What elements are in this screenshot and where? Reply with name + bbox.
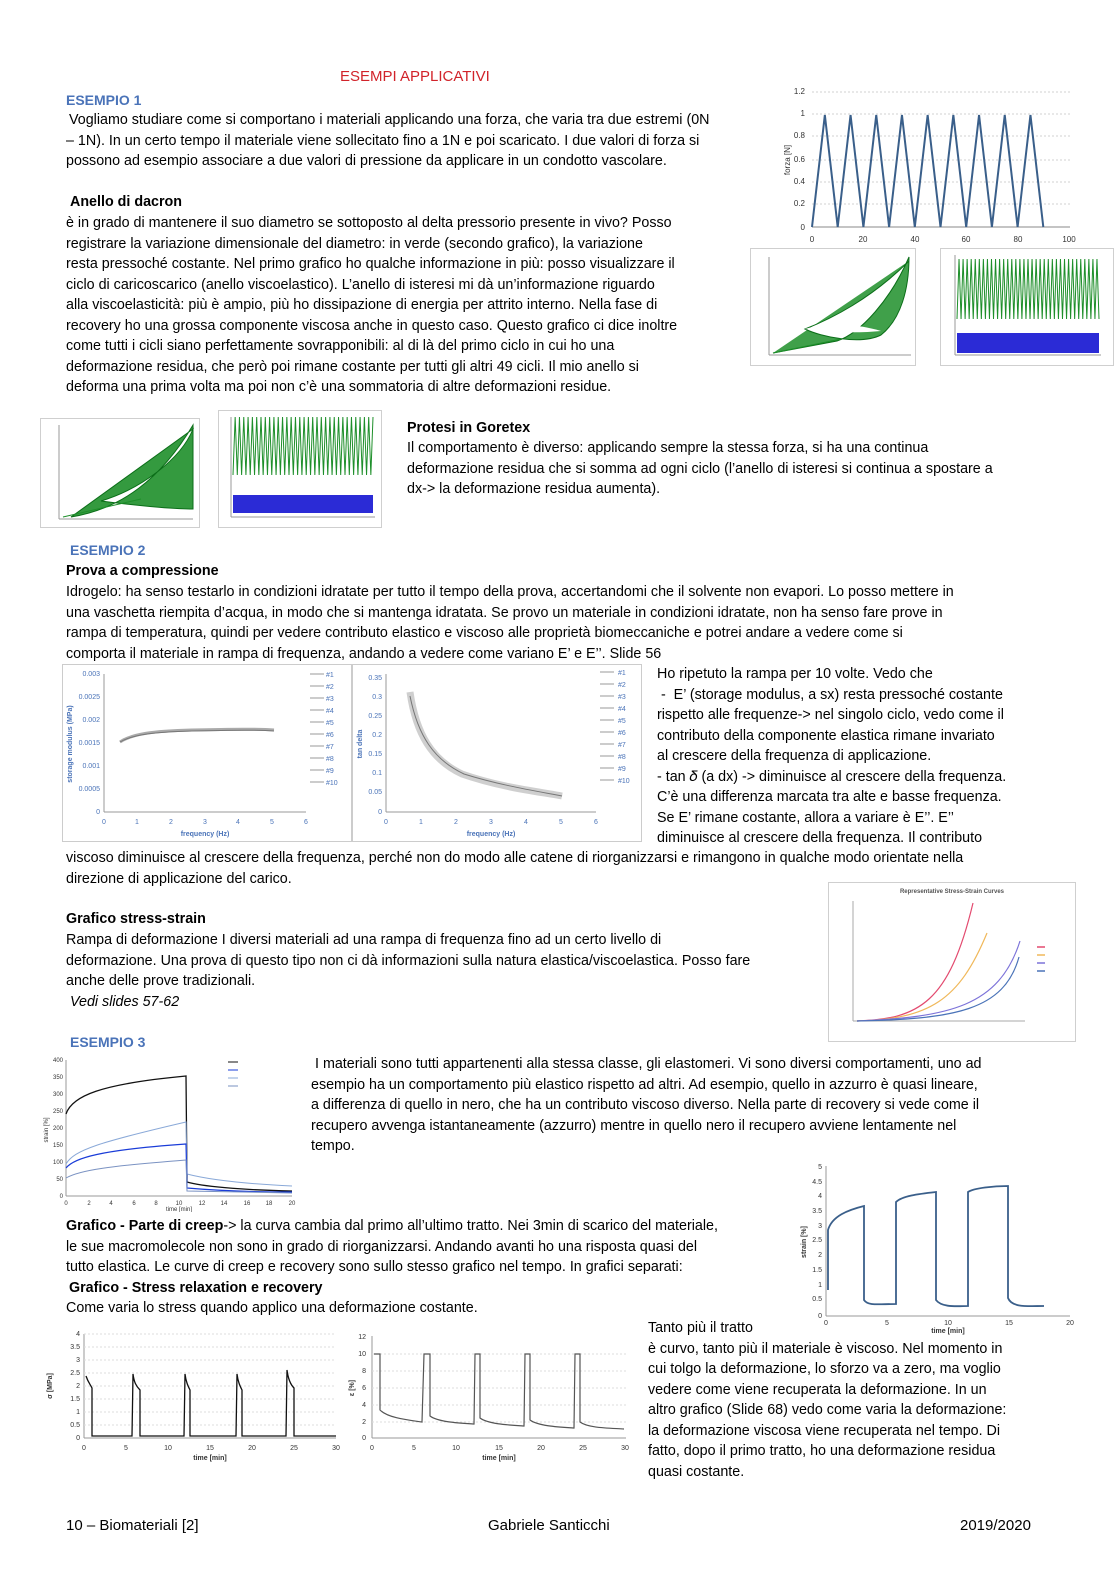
x-tick: 10 <box>452 1445 460 1452</box>
ex3-y-label: strain [%] <box>44 1117 50 1143</box>
stress-strain-curve <box>857 903 973 1021</box>
storage-y-label: storage modulus (MPa) <box>67 705 74 783</box>
x-tick: 1 <box>419 819 423 826</box>
y-tick: 300 <box>52 1092 63 1098</box>
relaxation-line: Come varia lo stress quando applico una deformazione costante. <box>66 1300 478 1316</box>
legend-item: #1 <box>618 670 626 677</box>
x-tick: 5 <box>885 1320 889 1327</box>
footer-year: 2019/2020 <box>960 1517 1031 1534</box>
blue-elastomer-curve <box>66 1144 292 1192</box>
relax1-y-ticks <box>70 1331 80 1442</box>
x-tick: 6 <box>594 819 598 826</box>
stress-strain-line: anche delle prove tradizionali. <box>66 973 256 989</box>
notes-line: rispetto alle frequenze-> nel singolo ciclo, vedo come il <box>657 707 1004 723</box>
tandelta-y-ticks <box>368 675 382 816</box>
goretex-hysteresis-loop <box>71 425 193 517</box>
legend-item: #5 <box>618 718 626 725</box>
y-tick: 0 <box>818 1313 822 1320</box>
y-tick: 0.0025 <box>78 694 100 701</box>
legend-item: #4 <box>618 706 626 713</box>
y-tick: 0.003 <box>82 671 100 678</box>
x-tick: 5 <box>270 819 274 826</box>
dacron-line: è in grado di mantenere il suo diametro se sottoposto al delta pressorio presente in vivo? Posso <box>66 215 672 231</box>
y-tick: 0 <box>76 1435 80 1442</box>
dacron-cyclic-chart <box>940 248 1114 366</box>
example-3-heading: ESEMPIO 3 <box>70 1034 146 1050</box>
y-tick: 0.25 <box>368 713 382 720</box>
y-tick: 0.0005 <box>78 786 100 793</box>
dacron-line: alla viscoelasticità: più è ampio, più ho dissipazione di energia per attrito interno. Nella fase di <box>66 297 658 313</box>
stress-relaxation-line <box>86 1370 336 1436</box>
y-tick: 200 <box>52 1126 63 1132</box>
continuation-line: direzione di applicazione del carico. <box>66 870 292 887</box>
creep-x-label: time [min] <box>931 1328 965 1335</box>
compression-paragraph <box>66 582 1056 664</box>
y-tick: 8 <box>362 1368 366 1375</box>
goretex-hysteresis-chart <box>40 418 200 528</box>
page-title: ESEMPI APPLICATIVI <box>340 68 490 85</box>
notes-line: - tan 𝛿 (a dx) -> diminuisce al crescere della frequenza. <box>657 768 1007 785</box>
example-1-heading: ESEMPIO 1 <box>66 92 142 108</box>
dacron-line: resta pressoché costante. Nel primo grafico ho qualche informazione in più: posso visualizzare il <box>66 256 675 272</box>
relax2-y-label: ε [%] <box>349 1379 356 1397</box>
storage-x-ticks <box>102 819 308 826</box>
tandelta-x-ticks <box>384 819 598 826</box>
x-tick: 15 <box>1005 1320 1013 1327</box>
x-tick: 80 <box>1013 235 1023 244</box>
dacron-line: recovery ho una grossa componente viscosa anche in questo caso. Questo grafico ci dice inoltre <box>66 317 678 334</box>
y-tick: 1 <box>800 109 805 118</box>
legend-item: #2 <box>618 682 626 689</box>
force-x-ticks <box>810 235 1076 244</box>
relax2-y-ticks <box>358 1334 366 1442</box>
legend-item: #2 <box>326 684 334 691</box>
creep-line-1 <box>66 1216 786 1237</box>
intro-line: Vogliamo studiare come si comportano i materiali applicando una forza, che varia tra due estremi (0N <box>69 112 710 128</box>
y-tick: 100 <box>52 1160 63 1166</box>
y-tick: 1 <box>76 1409 80 1416</box>
notes-line: Ho ripetuto la rampa per 10 volte. Vedo che <box>657 666 933 682</box>
creep-paragraph <box>66 1216 786 1319</box>
y-tick: 3 <box>818 1223 822 1230</box>
viscosity-line: altro grafico (Slide 68) vedo come varia la deformazione: <box>648 1402 1007 1418</box>
y-tick: 2 <box>76 1383 80 1390</box>
creep-recovery-chart <box>798 1160 1080 1336</box>
creep-bold: Grafico - Parte di creep <box>66 1218 224 1234</box>
elastomers-line: a differenza di quello in nero, che ha un contributo viscoso diverso. Nella parte di recovery si vede come il <box>311 1097 980 1113</box>
x-tick: 1 <box>135 819 139 826</box>
force-band-blue <box>957 333 1099 353</box>
notes-line: C’è una differenza marcata tra alte e basse frequenza. <box>657 789 1002 805</box>
storage-legend <box>310 672 338 787</box>
y-tick: 5 <box>818 1164 822 1171</box>
dacron-line: ciclo di caricoscarico (anello viscoelastico). L’anello di isteresi mi dà un’informazione riguardo <box>66 276 655 293</box>
legend-item: #3 <box>618 694 626 701</box>
elastomer-creep-chart <box>40 1054 298 1212</box>
notes-line: Se E’ rimane costante, allora a variare è E’’. E’’ <box>657 809 954 826</box>
storage-modulus-chart <box>62 664 352 842</box>
relax2-x-ticks <box>370 1445 629 1452</box>
goretex-paragraph <box>407 438 1047 500</box>
notes-line: diminuisce al crescere della frequenza. Il contributo <box>657 830 983 846</box>
x-tick: 10 <box>944 1320 952 1327</box>
legend-item: #4 <box>326 708 334 715</box>
x-tick: 4 <box>109 1201 113 1207</box>
goretex-heading: Protesi in Goretex <box>407 420 531 436</box>
viscosity-line: cui tolgo la deformazione, lo sforzo va a zero, ma voglio <box>648 1361 1001 1377</box>
y-tick: 0.2 <box>372 732 382 739</box>
stress-strain-curve <box>857 933 987 1021</box>
y-tick: 0.15 <box>368 751 382 758</box>
elastomers-line: I materiali sono tutti appartenenti alla stessa classe, gli elastomeri. Vi sono diversi comportamenti, uno ad <box>315 1056 982 1072</box>
intro-line: possono ad esempio associare a due valori di pressione da applicare in un condotto vascolare. <box>66 153 667 169</box>
y-tick: 2 <box>818 1252 822 1259</box>
tandelta-y-label: tan delta <box>357 729 364 759</box>
x-tick: 3 <box>489 819 493 826</box>
force-y-ticks <box>794 87 806 232</box>
goretex-cyclic-chart <box>218 410 382 528</box>
viscosity-line: è curvo, tanto più il materiale è viscoso. Nel momento in <box>648 1340 1003 1357</box>
y-tick: 0 <box>800 223 805 232</box>
tandelta-x-label: frequency (Hz) <box>466 831 516 838</box>
tandelta-legend <box>600 670 630 785</box>
x-tick: 8 <box>154 1201 158 1207</box>
y-tick: 350 <box>52 1075 63 1081</box>
x-tick: 20 <box>288 1201 296 1207</box>
dacron-line: registrare la variazione dimensionale del diametro: in verde (secondo grafico), la variazione <box>66 235 643 252</box>
y-tick: 0.1 <box>372 770 382 777</box>
y-tick: 0.4 <box>793 177 805 186</box>
y-tick: 10 <box>358 1351 366 1358</box>
elastomers-line: esempio ha un comportamento più elastico rispetto ad altri. Ad esempio, quello in azzurro è quasi lineare, <box>311 1076 978 1093</box>
y-tick: 0.2 <box>793 199 805 208</box>
slides-reference: Vedi slides 57-62 <box>70 993 180 1010</box>
x-tick: 15 <box>206 1445 214 1452</box>
dacron-heading: Anello di dacron <box>70 194 183 210</box>
force-y-label: forza [N] <box>783 144 792 176</box>
x-tick: 0 <box>809 235 815 244</box>
tan-delta-chart <box>352 664 642 842</box>
viscosity-line: la deformazione viscosa viene recuperata nel tempo. Di <box>648 1422 1001 1439</box>
y-tick: 2 <box>362 1419 366 1426</box>
strain-recovery-chart <box>348 1326 634 1466</box>
y-tick: 3.5 <box>812 1208 822 1215</box>
x-tick: 25 <box>290 1445 298 1452</box>
goretex-force-band <box>233 495 373 513</box>
x-tick: 25 <box>579 1445 587 1452</box>
y-tick: 2.5 <box>812 1237 822 1244</box>
y-tick: 0.001 <box>82 763 100 770</box>
gray-elastomer-curve <box>66 1160 292 1193</box>
relax2-x-label: time [min] <box>482 1455 516 1462</box>
y-tick: 3.5 <box>70 1344 80 1351</box>
notes-line: - E’ (storage modulus, a sx) resta pressoché costante <box>657 686 1003 703</box>
y-tick: 4 <box>362 1402 366 1409</box>
x-tick: 30 <box>621 1445 629 1452</box>
x-tick: 5 <box>559 819 563 826</box>
dacron-line: deforma una prima volta ma poi non c’è una sommatoria di altre deformazioni residue. <box>66 379 612 395</box>
y-tick: 0.3 <box>372 694 382 701</box>
stress-strain-line: Rampa di deformazione I diversi materiali ad una rampa di frequenza fino ad un certo livello di <box>66 932 662 948</box>
x-tick: 2 <box>87 1201 91 1207</box>
y-tick: 1.5 <box>70 1396 80 1403</box>
compression-line: comporta il materiale in rampa di frequenza, andando a vedere come variano E’ e E’’. Slide 56 <box>66 645 662 662</box>
y-tick: 400 <box>52 1058 63 1064</box>
x-tick: 2 <box>169 819 173 826</box>
stress-strain-title: Representative Stress-Strain Curves <box>899 889 1005 895</box>
compression-line: Idrogelo: ha senso testarlo in condizioni idratate per tutto il tempo della prova, accertandomi che il solvente non evapori. Lo posso mettere in <box>66 584 954 600</box>
x-tick: 40 <box>910 235 920 244</box>
y-tick: 0.5 <box>70 1422 80 1429</box>
x-tick: 4 <box>524 819 528 826</box>
dimension-band-green <box>957 259 1099 319</box>
legend-item: #6 <box>618 730 626 737</box>
legend-item: #3 <box>326 696 334 703</box>
creep-y-label: strain [%] <box>801 1226 808 1258</box>
y-tick: 4 <box>76 1331 80 1338</box>
storage-y-ticks <box>79 671 101 816</box>
y-tick: 0.8 <box>793 131 805 140</box>
compression-line: rampa di temperatura, quindi per vedere contributo elastico e viscoso alle proprietà biomeccaniche e potrei andare a vedere come si <box>66 625 903 641</box>
creep-strain-line <box>828 1186 1044 1306</box>
y-tick: 0 <box>362 1435 366 1442</box>
example-1-intro <box>66 110 766 172</box>
stress-strain-curve <box>857 941 1020 1021</box>
x-tick: 0 <box>102 819 106 826</box>
creep-first: -> la curva cambia dal primo all’ultimo tratto. Nei 3min di scarico del materiale, <box>223 1218 718 1234</box>
x-tick: 20 <box>1066 1320 1074 1327</box>
stress-strain-heading: Grafico stress-strain <box>66 911 206 927</box>
y-tick: 6 <box>362 1385 366 1392</box>
viscosity-line: vedere come viene recuperata la deformazione. In un <box>648 1381 987 1398</box>
y-tick: 3 <box>76 1357 80 1364</box>
legend-item: #1 <box>326 672 334 679</box>
dacron-hysteresis-chart <box>750 248 916 366</box>
y-tick: 1.5 <box>812 1267 822 1274</box>
y-tick: 0 <box>378 809 382 816</box>
x-tick: 10 <box>175 1201 183 1207</box>
creep-line: tutto elastica. Le curve di creep e recovery sono sullo stesso grafico nel tempo. In grafici separati: <box>66 1259 683 1275</box>
viscosity-line: quasi costante. <box>648 1463 745 1480</box>
ex3-y-ticks <box>53 1058 64 1200</box>
y-tick: 150 <box>52 1143 63 1149</box>
goretex-line: dx-> la deformazione residua aumenta). <box>407 481 661 497</box>
x-tick: 4 <box>236 819 240 826</box>
compression-line: una vaschetta riempita d’acqua, in modo che si mantenga idratata. Se provo un materiale in condizioni idratate, non ha senso fare prove in <box>66 604 943 621</box>
y-tick: 4 <box>818 1193 822 1200</box>
y-tick: 0.5 <box>812 1296 822 1303</box>
footer-course: 10 – Biomateriali [2] <box>66 1517 199 1534</box>
y-tick: 0.05 <box>368 789 382 796</box>
stress-relaxation-chart <box>40 1326 340 1466</box>
x-tick: 0 <box>64 1201 68 1207</box>
legend-item: #6 <box>326 732 334 739</box>
legend-item: #8 <box>618 754 626 761</box>
y-tick: 50 <box>56 1177 63 1183</box>
example-2-heading: ESEMPIO 2 <box>70 542 146 558</box>
dacron-line: deformazione residua, che però poi rimane costante per tutti gli altri 49 cicli. Il mio anello si <box>66 358 639 375</box>
x-tick: 30 <box>332 1445 340 1452</box>
elastomers-line: tempo. <box>311 1138 355 1154</box>
stress-strain-paragraph <box>66 930 816 1012</box>
x-tick: 60 <box>961 235 971 244</box>
stress-strain-chart <box>828 882 1076 1042</box>
legend-item: #8 <box>326 756 334 763</box>
x-tick: 0 <box>370 1445 374 1452</box>
dacron-paragraph <box>66 213 746 398</box>
x-tick: 2 <box>454 819 458 826</box>
x-tick: 6 <box>304 819 308 826</box>
goretex-line: Il comportamento è diverso: applicando sempre la stessa forza, si ha una continua <box>407 440 929 456</box>
legend-item: #7 <box>618 742 626 749</box>
elastomers-paragraph <box>311 1054 1051 1157</box>
x-tick: 5 <box>124 1445 128 1452</box>
goretex-line: deformazione residua che si somma ad ogni ciclo (l’anello di isteresi si continua a spostare a <box>407 460 993 477</box>
x-tick: 12 <box>198 1201 206 1207</box>
continuation-line: viscoso diminuisce al crescere della frequenza, perché non do modo alle catene di riorganizzarsi e rimangono in qualche modo orientate nella <box>66 850 964 866</box>
x-tick: 6 <box>132 1201 136 1207</box>
black-elastomer-curve <box>66 1076 292 1191</box>
relax1-x-label: time [min] <box>193 1455 227 1462</box>
legend-item: #10 <box>326 780 338 787</box>
x-tick: 0 <box>824 1320 828 1327</box>
y-tick: 1 <box>818 1282 822 1289</box>
force-time-chart <box>780 84 1080 249</box>
y-tick: 0 <box>96 809 100 816</box>
goretex-dimension-band <box>233 417 373 475</box>
relax1-x-ticks <box>82 1445 340 1452</box>
y-tick: 1.2 <box>793 87 805 96</box>
footer-author: Gabriele Santicchi <box>488 1517 610 1534</box>
legend-item: #5 <box>326 720 334 727</box>
y-tick: 250 <box>52 1109 63 1115</box>
x-tick: 3 <box>203 819 207 826</box>
x-tick: 5 <box>412 1445 416 1452</box>
force-series-line <box>812 115 1043 227</box>
x-tick: 18 <box>265 1201 273 1207</box>
y-tick: 0.6 <box>793 155 805 164</box>
compression-heading: Prova a compressione <box>66 563 219 579</box>
x-tick: 0 <box>82 1445 86 1452</box>
legend-item: #9 <box>618 766 626 773</box>
relax1-y-label: σ [MPa] <box>47 1373 54 1399</box>
notes-line: al crescere della frequenza di applicazione. <box>657 748 932 764</box>
x-tick: 20 <box>537 1445 545 1452</box>
y-tick: 4.5 <box>812 1179 822 1186</box>
viscosity-line: Tanto più il tratto <box>648 1320 753 1336</box>
y-tick: 0.002 <box>82 717 100 724</box>
relaxation-heading: Grafico - Stress relaxation e recovery <box>69 1279 323 1296</box>
strain-recovery-line <box>374 1354 624 1429</box>
legend-item: #7 <box>326 744 334 751</box>
legend-item: #10 <box>618 778 630 785</box>
hysteresis-loop <box>773 257 909 353</box>
dacron-line: come tutti i cicli siano perfettamente sovrapponibili: al di là del primo ciclo in cui ho una <box>66 338 615 354</box>
creep-line: le sue macromolecole non sono in grado di riorganizzarsi. Andando avanti ho una risposta quasi del <box>66 1238 698 1255</box>
ex3-x-label: time [min] <box>165 1207 193 1212</box>
creep-y-ticks <box>812 1164 822 1320</box>
elastomers-line: recupero avvenga istantaneamente (azzurro) mentre in quello nero il recupero avviene lentamente nel <box>311 1117 957 1134</box>
x-tick: 0 <box>384 819 388 826</box>
storage-x-label: frequency (Hz) <box>180 831 230 838</box>
x-tick: 10 <box>164 1445 172 1452</box>
x-tick: 16 <box>243 1201 251 1207</box>
viscosity-line: fatto, dopo il primo tratto, ho una deformazione residua <box>648 1443 996 1459</box>
storage-curve-mean <box>120 730 274 742</box>
notes-line: contributo della componente elastica rimane invariato <box>657 727 995 744</box>
x-tick: 100 <box>1062 235 1076 244</box>
viscosity-paragraph <box>648 1318 1058 1482</box>
x-tick: 15 <box>495 1445 503 1452</box>
y-tick: 2.5 <box>70 1370 80 1377</box>
x-tick: 20 <box>858 235 868 244</box>
x-tick: 20 <box>248 1445 256 1452</box>
y-tick: 0.35 <box>368 675 382 682</box>
y-tick: 0.0015 <box>78 740 100 747</box>
y-tick: 12 <box>358 1334 366 1341</box>
x-tick: 14 <box>220 1201 228 1207</box>
stress-strain-line: deformazione. Una prova di questo tipo non ci dà informazioni sulla natura elastica/viscoelastica. Posso fare <box>66 952 751 969</box>
legend-item: #9 <box>326 768 334 775</box>
intro-line: – 1N). In un certo tempo il materiale viene sollecitato fino a 1N e poi scaricato. I due valori di forza si <box>66 132 700 149</box>
frequency-ramp-notes <box>657 664 1057 849</box>
y-tick: 0 <box>59 1194 63 1200</box>
